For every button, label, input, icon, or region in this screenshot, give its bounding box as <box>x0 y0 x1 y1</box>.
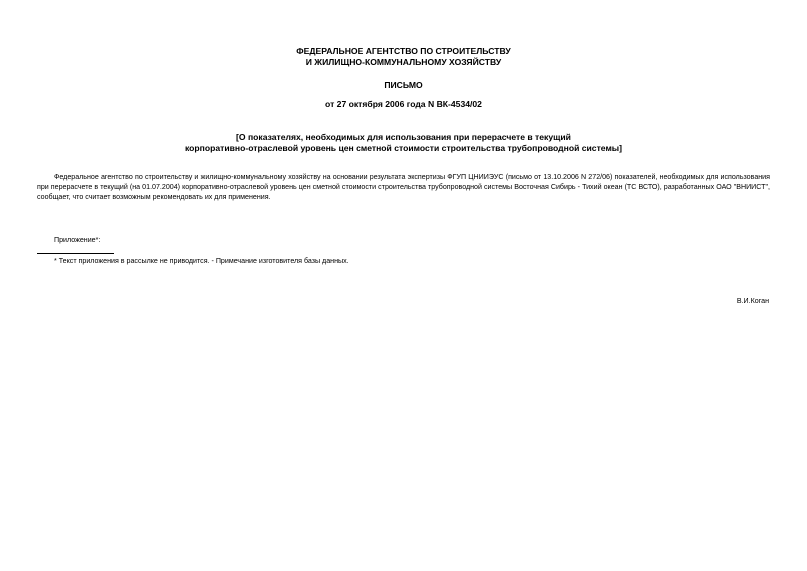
footnote-divider <box>37 253 114 254</box>
agency-name-line-1: ФЕДЕРАЛЬНОЕ АГЕНТСТВО ПО СТРОИТЕЛЬСТВУ <box>296 46 511 56</box>
subject-line-1: [О показателях, необходимых для использования при перерасчете в текущий <box>236 132 571 142</box>
signature-name: В.И.Коган <box>736 297 769 305</box>
document-subject <box>0 132 807 154</box>
subject-line-2: корпоративно-отраслевой уровень цен сметной стоимости строительства трубопроводной системы] <box>184 143 623 153</box>
appendix-label: Приложение*: <box>54 236 101 244</box>
document-date-number: от 27 октября 2006 года N ВК-4534/02 <box>325 99 482 109</box>
body-paragraph: Федеральное агентство по строительству и жилищно-коммунальному хозяйству на основании результата экспертизы ФГУП ЦНИИЭУС (письмо от 13.10.2006 N 272/06) показателей, необходимых для использования при перерасчете в текущий (на 01.07.2004) корпоративно-отраслевой уровень цен сметной стоимости строительства трубопроводной системы Восточная Сибирь - Тихий океан (ТС ВСТО), разработанных ОАО "ВНИИСТ", сообщает, что считает возможным рекомендовать их для применения. <box>37 173 770 202</box>
agency-name-line-2: И ЖИЛИЩНО-КОММУНАЛЬНОМУ ХОЗЯЙСТВУ <box>305 57 502 67</box>
document-type: ПИСЬМО <box>384 80 423 90</box>
agency-header <box>0 46 807 68</box>
footnote-text: * Текст приложения в рассылке не приводится. - Примечание изготовителя базы данных. <box>54 257 349 265</box>
